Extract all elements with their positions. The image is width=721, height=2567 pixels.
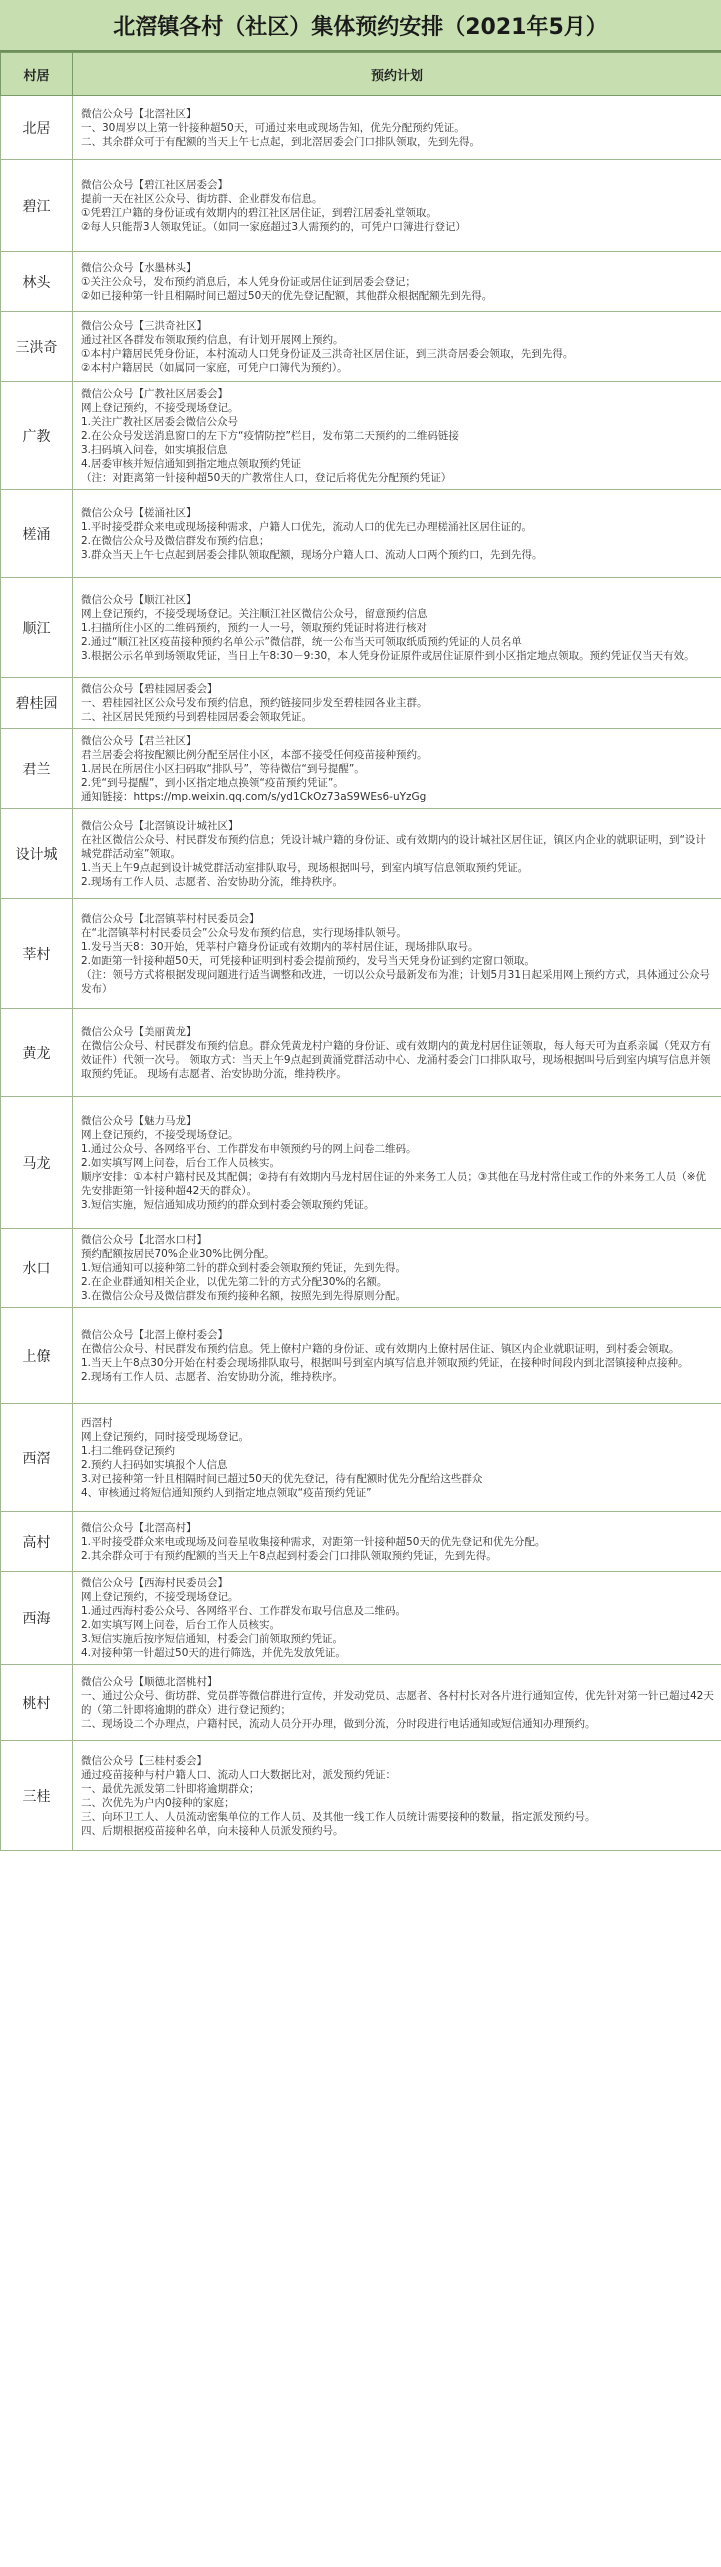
plan-line: 西滘村 [81, 1416, 113, 1429]
plan-cell [73, 1572, 721, 1665]
plan-line: 微信公众号【君兰社区】 [81, 734, 197, 747]
table-header-row [1, 53, 721, 96]
plan-line: 4、审核通过将短信通知预约人到指定地点领取“疫苗预约凭证” [81, 1486, 372, 1499]
plan-line: 2.如实填写网上问卷，后台工作人员核实。 [81, 1619, 281, 1631]
plan-line: 3.群众当天上午七点起到居委会排队领取配额，现场分户籍人口、流动人口两个预约口，先到先得。 [81, 548, 543, 561]
plan-line: 微信公众号【北滘镇设计城社区】 [81, 819, 239, 832]
plan-line: 3.对已接种第一针且相隔时间已超过50天的优先登记，待有配额时优先分配给这些群众 [81, 1472, 483, 1485]
plan-line: 微信公众号【北滘高村】 [81, 1521, 197, 1534]
table-row [1, 1097, 721, 1229]
plan-line: 三、向环卫工人、人员流动密集单位的工作人员、及其他一线工作人员统计需要接种的数量，指定派发预约号。 [81, 1810, 596, 1823]
plan-line: 2.通过“顺江社区疫苗接种预约名单公示”微信群，统一公布当天可领取纸质预约凭证的人员名单 [81, 635, 522, 648]
plan-line: 微信公众号【西海村民委员会】 [81, 1577, 228, 1589]
plan-line: 通过社区各群发布领取预约信息，有计划开展网上预约。 [81, 333, 344, 346]
plan-line: 2.如距第一针接种超50天，可凭接种证明到村委会提前预约，发号当天凭身份证到约定窗口领取。 [81, 954, 535, 967]
table-row [1, 1404, 721, 1512]
plan-line: 一、30周岁以上第一针接种超50天，可通过来电或现场告知，优先分配预约凭证。 [81, 121, 465, 134]
plan-cell [73, 899, 721, 1009]
plan-line: 微信公众号【碧桂园居委会】 [81, 683, 218, 695]
plan-line: 1.扫二维码登记预约 [81, 1444, 176, 1457]
plan-line: 预约配额按居民70%企业30%比例分配。 [81, 1248, 275, 1260]
village-name-cell: 碧桂园 [1, 678, 73, 729]
plan-line: ②每人只能帮3人领取凭证。（如同一家庭超过3人需预约的，可凭户口簿进行登记） [81, 220, 467, 233]
plan-line: （注：对距离第一针接种超50天的广教常住人口，登记后将优先分配预约凭证） [81, 471, 452, 484]
plan-line: 1.平时接受群众来电或现场接种需求，户籍人口优先，流动人口的优先已办理槎涌社区居住证的。 [81, 520, 533, 533]
table-row [1, 729, 721, 809]
village-name-cell: 莘村 [1, 899, 73, 1009]
table-row [1, 809, 721, 899]
table-row [1, 490, 721, 578]
plan-line: 1.短信通知可以接种第二针的群众到村委会领取预约凭证，先到先得。 [81, 1262, 407, 1274]
plan-column-header: 预约计划 [73, 53, 721, 96]
plan-cell [73, 312, 721, 382]
plan-line: 2.凭“到号提醒”，到小区指定地点换领“疫苗预约凭证”。 [81, 776, 344, 789]
plan-line: 网上登记预约，不接受现场登记。 [81, 1128, 239, 1141]
plan-line: 网上登记预约，不接受现场登记。关注顺江社区微信公众号，留意预约信息 [81, 607, 428, 620]
plan-line: 在社区微信公众号、村民群发布预约信息；凭设计城户籍的身份证、或有效期内的设计城社区居住证，镇区内企业的就职证明，到“设计城党群活动室”领取。 [81, 833, 706, 860]
plan-line: 1.居民在所居住小区扫码取“排队号”，等待微信“到号提醒”。 [81, 762, 365, 775]
plan-line: 3.扫码填入问卷，如实填报信息 [81, 443, 228, 456]
plan-line: 2.预约人扫码如实填报个人信息 [81, 1458, 228, 1471]
plan-line: 微信公众号【顺德北滘桃村】 [81, 1675, 218, 1688]
plan-line: 微信公众号【碧江社区居委会】 [81, 178, 228, 191]
plan-line: 3.在微信公众号及微信群发布预约接种名额，按照先到先得原则分配。 [81, 1290, 407, 1302]
plan-line: 网上登记预约，不接受现场登记。 [81, 1591, 239, 1603]
plan-cell [73, 578, 721, 678]
table-row [1, 1512, 721, 1572]
plan-line: 微信公众号【水墨林头】 [81, 261, 197, 274]
table-row [1, 1572, 721, 1665]
plan-line: 1.当天上午9点起到设计城党群活动室排队取号，现场根据叫号，到室内填写信息领取预约凭证。 [81, 861, 529, 874]
plan-line: 2.其余群众可于有预约配额的当天上午8点起到村委会门口排队领取预约凭证，先到先得。 [81, 1549, 497, 1562]
village-name-cell: 桃村 [1, 1665, 73, 1741]
plan-cell [73, 96, 721, 160]
plan-line: 一、通过公众号、街坊群、党员群等微信群进行宣传，并发动党员、志愿者、各村村长对各片进行通知宣传，优先针对第一针已超过42天的（第二针即将逾期的群众）进行登记预约； [81, 1689, 714, 1716]
plan-cell [73, 1404, 721, 1512]
village-name-cell: 碧江 [1, 160, 73, 252]
plan-line: 2.在公众号发送消息窗口的左下方“疫情防控”栏目，发布第二天预约的二维码链接 [81, 429, 459, 442]
plan-line: 二、其余群众可于有配额的当天上午七点起，到北滘居委会门口排队领取，先到先得。 [81, 135, 480, 148]
village-name-cell: 三桂 [1, 1741, 73, 1851]
plan-line: ②本村户籍居民（如属同一家庭，可凭户口簿代为预约）。 [81, 361, 348, 374]
plan-line: 4.居委审核并短信通知到指定地点领取预约凭证 [81, 457, 302, 470]
plan-line: 在微信公众号、村民群发布预约信息。凭上僚村户籍的身份证、或有效期内上僚村居住证、镇区内企业就职证明，到村委会领取。 [81, 1342, 680, 1355]
plan-line: 1.关注广教社区居委会微信公众号 [81, 415, 239, 428]
table-row [1, 1229, 721, 1308]
plan-line: 1.当天上午8点30分开始在村委会现场排队取号，根据叫号到室内填写信息并领取预约凭证，在接种时间段内到北滘镇接种点接种。 [81, 1356, 689, 1369]
plan-cell [73, 382, 721, 490]
plan-line: 顺序安排：①本村户籍村民及其配偶；②持有有效期内马龙村居住证的外来务工人员；③其他在马龙村常住或工作的外来务工人员（※优先安排距第一针接种超42天的群众）。 [81, 1170, 707, 1197]
village-name-cell: 设计城 [1, 809, 73, 899]
plan-line: 2.现场有工作人员、志愿者、治安协助分流，维持秩序。 [81, 875, 344, 888]
table-row [1, 1741, 721, 1851]
village-name-cell: 黄龙 [1, 1009, 73, 1097]
table-row [1, 382, 721, 490]
plan-cell [73, 1741, 721, 1851]
village-name-cell: 西海 [1, 1572, 73, 1665]
plan-line: 1.通过西海村委公众号、各网络平台、工作群发布取号信息及二维码。 [81, 1605, 407, 1617]
plan-cell [73, 1308, 721, 1404]
plan-line: 微信公众号【三洪奇社区】 [81, 319, 207, 332]
plan-line: ①关注公众号，发布预约消息后，本人凭身份证或居住证到居委会登记； [81, 275, 416, 288]
plan-line: 微信公众号【美丽黄龙】 [81, 1025, 197, 1038]
plan-line: 2.如实填写网上问卷，后台工作人员核实。 [81, 1156, 281, 1169]
plan-line: 2.现场有工作人员、志愿者、治安协助分流，维持秩序。 [81, 1370, 344, 1383]
plan-line: 君兰居委会将按配额比例分配至居住小区，本部不接受任何疫苗接种预约。 [81, 748, 428, 761]
table-row [1, 578, 721, 678]
plan-line: ①凭碧江户籍的身份证或有效期内的碧江社区居住证，到碧江居委礼堂领取。 [81, 206, 437, 219]
plan-line: 四、后期根据疫苗接种名单，向未接种人员派发预约号。 [81, 1824, 344, 1837]
village-name-cell: 北居 [1, 96, 73, 160]
plan-line: 2.在企业群通知相关企业，以优先第二针的方式分配30%的名额。 [81, 1276, 388, 1288]
table-row [1, 312, 721, 382]
plan-line: 微信公众号【北滘上僚村委会】 [81, 1328, 228, 1341]
plan-line: 微信公众号【顺江社区】 [81, 593, 197, 606]
table-row [1, 1665, 721, 1741]
plan-line: 3.根据公示名单到场领取凭证，当日上午8:30－9:30，本人凭身份证原件或居住证原件到小区指定地点领取。预约凭证仅当天有效。 [81, 649, 695, 662]
plan-cell [73, 252, 721, 312]
plan-line: 微信公众号【北滘社区】 [81, 107, 197, 120]
plan-line: 微信公众号【广教社区居委会】 [81, 387, 228, 400]
village-column-header: 村居 [1, 53, 73, 96]
plan-cell [73, 729, 721, 809]
plan-cell [73, 678, 721, 729]
plan-line: 通知链接：https://mp.weixin.qq.com/s/yd1CkOz73aS9WEs6-uYzGg [81, 790, 427, 803]
plan-line: 1.发号当天8：30开始，凭莘村户籍身份证或有效期内的莘村居住证，现场排队取号。 [81, 940, 479, 953]
plan-line: 二、社区居民凭预约号到碧桂园居委会领取凭证。 [81, 711, 312, 723]
village-name-cell: 林头 [1, 252, 73, 312]
village-name-cell: 槎涌 [1, 490, 73, 578]
table-row [1, 96, 721, 160]
plan-line: ②如已接种第一针且相隔时间已超过50天的优先登记配额，其他群众根据配额先到先得。 [81, 289, 493, 302]
village-name-cell: 上僚 [1, 1308, 73, 1404]
plan-line: 3.短信实施，短信通知成功预约的群众到村委会领取预约凭证。 [81, 1198, 375, 1211]
plan-line: 在“北滘镇莘村村民委员会”公众号发布预约信息，实行现场排队领号。 [81, 926, 407, 939]
plan-line: 网上登记预约，不接受现场登记。 [81, 401, 239, 414]
plan-line: 网上登记预约，同时接受现场登记。 [81, 1430, 249, 1443]
plan-line: 提前一天在社区公众号、街坊群、企业群发布信息。 [81, 192, 323, 205]
village-name-cell: 西滘 [1, 1404, 73, 1512]
village-name-cell: 马龙 [1, 1097, 73, 1229]
plan-cell [73, 490, 721, 578]
plan-cell [73, 160, 721, 252]
table-row [1, 252, 721, 312]
plan-line: 微信公众号【北滘镇莘村村民委员会】 [81, 912, 260, 925]
village-name-cell: 高村 [1, 1512, 73, 1572]
table-row [1, 899, 721, 1009]
plan-line: 微信公众号【三桂村委会】 [81, 1754, 207, 1767]
plan-line: 一、最优先派发第二针即将逾期群众； [81, 1782, 260, 1795]
plan-cell [73, 1097, 721, 1229]
table-row [1, 160, 721, 252]
village-name-cell: 君兰 [1, 729, 73, 809]
plan-line: 4.对接种第一针超过50天的进行筛选，并优先发放凭证。 [81, 1647, 346, 1659]
schedule-table [0, 52, 721, 1851]
plan-line: 1.通过公众号、各网络平台、工作群发布申领预约号的网上问卷二维码。 [81, 1142, 417, 1155]
plan-cell [73, 1512, 721, 1572]
page-title: 北滘镇各村（社区）集体预约安排（2021年5月） [0, 0, 721, 52]
plan-line: 2.在微信公众号及微信群发布预约信息； [81, 534, 270, 547]
table-row [1, 1009, 721, 1097]
plan-line: 通过疫苗接种与村户籍人口、流动人口大数据比对，派发预约凭证： [81, 1768, 396, 1781]
plan-line: 1.平时接受群众来电或现场及问卷星收集接种需求，对距第一针接种超50天的优先登记和优先分配。 [81, 1535, 546, 1548]
table-row [1, 678, 721, 729]
plan-cell [73, 1229, 721, 1308]
plan-cell [73, 809, 721, 899]
plan-line: 二、现场设二个办理点，户籍村民，流动人员分开办理，做到分流，分时段进行电话通知或短信通知办理预约。 [81, 1717, 596, 1730]
plan-line: 微信公众号【北滘水口村】 [81, 1234, 207, 1246]
plan-cell [73, 1665, 721, 1741]
plan-line: 3.短信实施后按序短信通知，村委会门前领取预约凭证。 [81, 1633, 344, 1645]
plan-line: 1.扫描所住小区的二维码预约，预约一人一号，领取预约凭证时将进行核对 [81, 621, 428, 634]
table-row [1, 1308, 721, 1404]
plan-line: 在微信公众号、村民群发布预约信息。群众凭黄龙村户籍的身份证、或有效期内的黄龙村居住证领取，每人每天可为直系亲属（凭双方有效证件）代领一次号。 领取方式：当天上午9点起到黄涌党群活动中心、龙涌村委会门口排队取号，现场根据叫号后到室内填写信息并领取预约凭证。 现场有志愿者、治安协助分流，维持秩序。 [81, 1039, 711, 1080]
village-name-cell: 水口 [1, 1229, 73, 1308]
plan-cell [73, 1009, 721, 1097]
village-name-cell: 顺江 [1, 578, 73, 678]
plan-line: 微信公众号【槎涌社区】 [81, 506, 197, 519]
plan-line: 二、次优先为户内0接种的家庭； [81, 1796, 235, 1809]
plan-line: ①本村户籍居民凭身份证，本村流动人口凭身份证及三洪奇社区居住证，到三洪奇居委会领取，先到先得。 [81, 347, 574, 360]
plan-line: （注：领号方式将根据发现问题进行适当调整和改进，一切以公众号最新发布为准；计划5月31日起采用网上预约方式，具体通过公众号发布） [81, 968, 711, 995]
plan-line: 微信公众号【魅力马龙】 [81, 1114, 197, 1127]
village-name-cell: 三洪奇 [1, 312, 73, 382]
plan-line: 一、碧桂园社区公众号发布预约信息，预约链接同步发至碧桂园各业主群。 [81, 697, 428, 709]
village-name-cell: 广教 [1, 382, 73, 490]
